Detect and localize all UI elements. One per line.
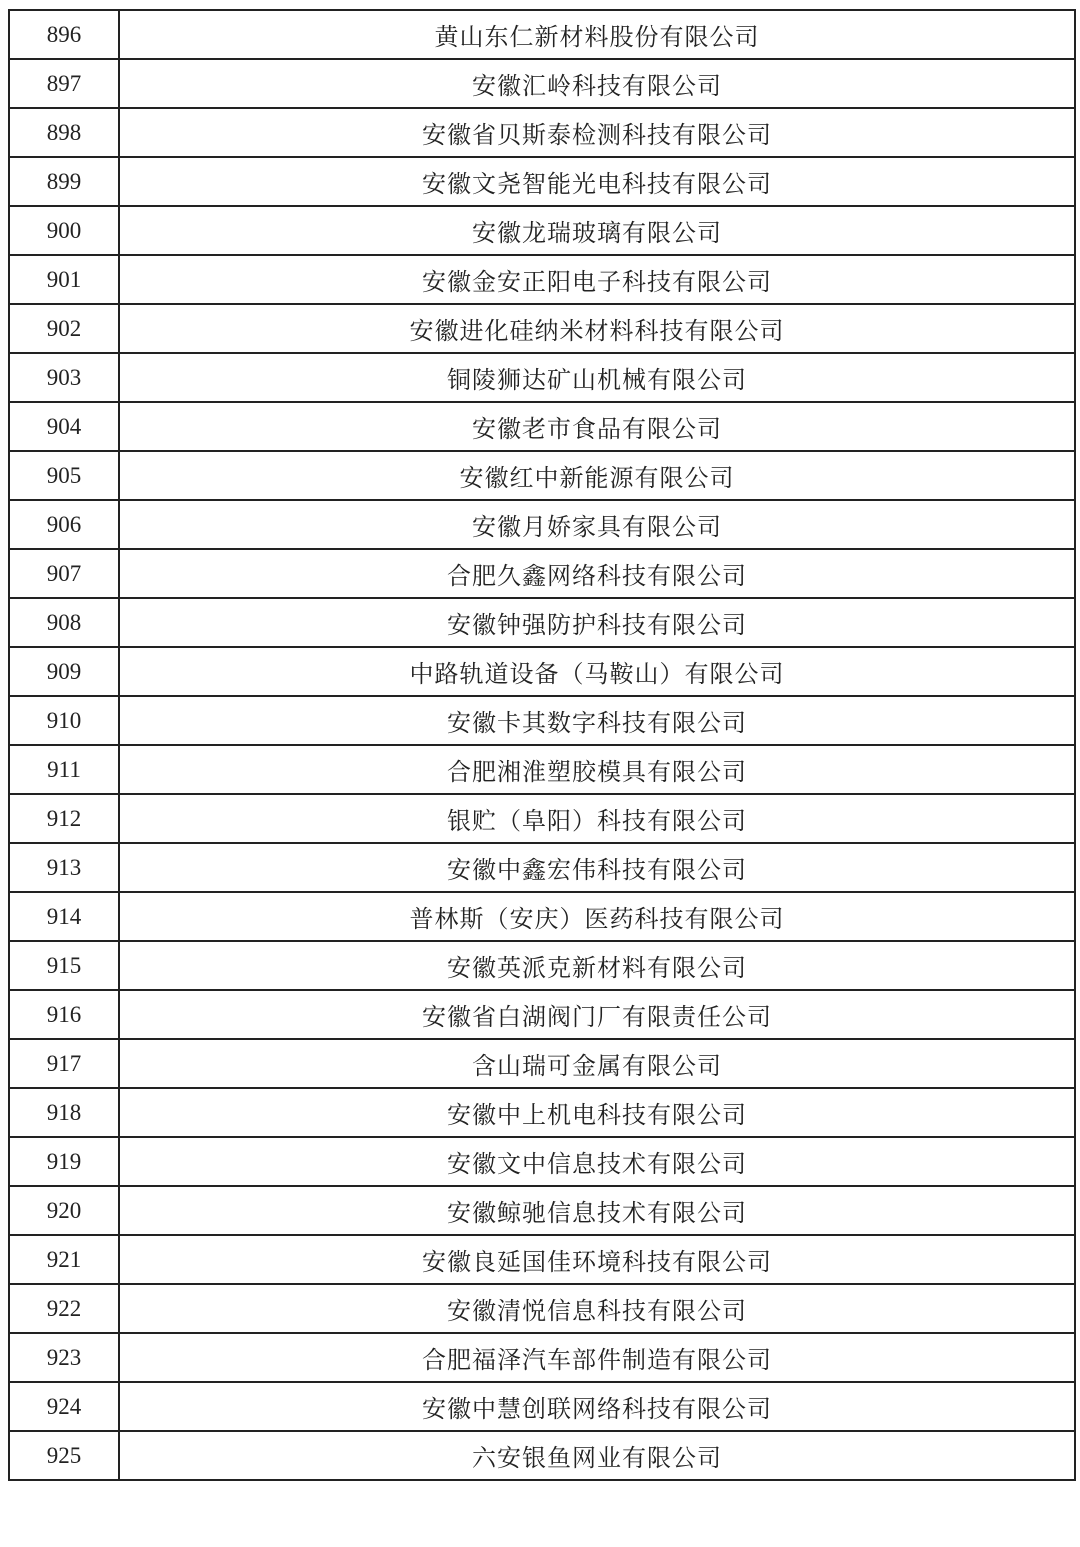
company-name: 六安银鱼网业有限公司: [119, 1431, 1075, 1480]
company-name: 普林斯（安庆）医药科技有限公司: [119, 892, 1075, 941]
row-number: 897: [9, 59, 119, 108]
table-row: [9, 892, 1075, 941]
company-name: 安徽省贝斯泰检测科技有限公司: [119, 108, 1075, 157]
row-number: 902: [9, 304, 119, 353]
company-name: 安徽卡其数字科技有限公司: [119, 696, 1075, 745]
company-name: 安徽月娇家具有限公司: [119, 500, 1075, 549]
table-row: [9, 843, 1075, 892]
company-list-table: [8, 9, 1076, 1481]
row-number: 922: [9, 1284, 119, 1333]
row-number: 898: [9, 108, 119, 157]
table-row: [9, 696, 1075, 745]
row-number: 903: [9, 353, 119, 402]
row-number: 911: [9, 745, 119, 794]
table-row: [9, 598, 1075, 647]
table-row: [9, 794, 1075, 843]
table-row: [9, 941, 1075, 990]
table-row: [9, 1284, 1075, 1333]
table-row: [9, 549, 1075, 598]
company-name: 安徽中上机电科技有限公司: [119, 1088, 1075, 1137]
row-number: 908: [9, 598, 119, 647]
row-number: 906: [9, 500, 119, 549]
row-number: 901: [9, 255, 119, 304]
row-number: 918: [9, 1088, 119, 1137]
company-name: 安徽清悦信息科技有限公司: [119, 1284, 1075, 1333]
company-name: 合肥福泽汽车部件制造有限公司: [119, 1333, 1075, 1382]
company-name: 安徽龙瑞玻璃有限公司: [119, 206, 1075, 255]
table-row: [9, 745, 1075, 794]
company-name: 中路轨道设备（马鞍山）有限公司: [119, 647, 1075, 696]
company-name: 安徽汇岭科技有限公司: [119, 59, 1075, 108]
table-row: [9, 353, 1075, 402]
table-row: [9, 1137, 1075, 1186]
company-name: 安徽红中新能源有限公司: [119, 451, 1075, 500]
table-row: [9, 206, 1075, 255]
row-number: 909: [9, 647, 119, 696]
row-number: 896: [9, 10, 119, 59]
row-number: 916: [9, 990, 119, 1039]
table-row: [9, 255, 1075, 304]
table-row: [9, 1431, 1075, 1480]
company-name: 安徽钟强防护科技有限公司: [119, 598, 1075, 647]
company-name: 合肥湘淮塑胶模具有限公司: [119, 745, 1075, 794]
company-name: 黄山东仁新材料股份有限公司: [119, 10, 1075, 59]
row-number: 899: [9, 157, 119, 206]
company-name: 安徽文尧智能光电科技有限公司: [119, 157, 1075, 206]
row-number: 904: [9, 402, 119, 451]
row-number: 924: [9, 1382, 119, 1431]
company-name: 安徽中慧创联网络科技有限公司: [119, 1382, 1075, 1431]
company-name: 银贮（阜阳）科技有限公司: [119, 794, 1075, 843]
company-name: 安徽老市食品有限公司: [119, 402, 1075, 451]
company-name: 安徽英派克新材料有限公司: [119, 941, 1075, 990]
table-row: [9, 10, 1075, 59]
row-number: 913: [9, 843, 119, 892]
row-number: 919: [9, 1137, 119, 1186]
company-name: 安徽进化硅纳米材料科技有限公司: [119, 304, 1075, 353]
table-body: [9, 10, 1075, 1480]
company-name: 铜陵狮达矿山机械有限公司: [119, 353, 1075, 402]
company-name: 安徽鲸驰信息技术有限公司: [119, 1186, 1075, 1235]
company-name: 安徽省白湖阀门厂有限责任公司: [119, 990, 1075, 1039]
row-number: 912: [9, 794, 119, 843]
company-name: 安徽文中信息技术有限公司: [119, 1137, 1075, 1186]
table-row: [9, 1039, 1075, 1088]
company-name: 安徽金安正阳电子科技有限公司: [119, 255, 1075, 304]
table-row: [9, 59, 1075, 108]
row-number: 910: [9, 696, 119, 745]
table-row: [9, 1186, 1075, 1235]
table-row: [9, 108, 1075, 157]
row-number: 915: [9, 941, 119, 990]
company-name: 含山瑞可金属有限公司: [119, 1039, 1075, 1088]
table-row: [9, 990, 1075, 1039]
table-row: [9, 402, 1075, 451]
company-name: 安徽良延国佳环境科技有限公司: [119, 1235, 1075, 1284]
row-number: 917: [9, 1039, 119, 1088]
row-number: 914: [9, 892, 119, 941]
row-number: 923: [9, 1333, 119, 1382]
company-name: 安徽中鑫宏伟科技有限公司: [119, 843, 1075, 892]
table-row: [9, 157, 1075, 206]
table-row: [9, 1088, 1075, 1137]
table-row: [9, 1333, 1075, 1382]
row-number: 905: [9, 451, 119, 500]
table-row: [9, 1235, 1075, 1284]
company-name: 合肥久鑫网络科技有限公司: [119, 549, 1075, 598]
table-row: [9, 451, 1075, 500]
table-row: [9, 1382, 1075, 1431]
row-number: 921: [9, 1235, 119, 1284]
row-number: 900: [9, 206, 119, 255]
table-row: [9, 500, 1075, 549]
table-row: [9, 304, 1075, 353]
row-number: 925: [9, 1431, 119, 1480]
row-number: 907: [9, 549, 119, 598]
row-number: 920: [9, 1186, 119, 1235]
table-row: [9, 647, 1075, 696]
